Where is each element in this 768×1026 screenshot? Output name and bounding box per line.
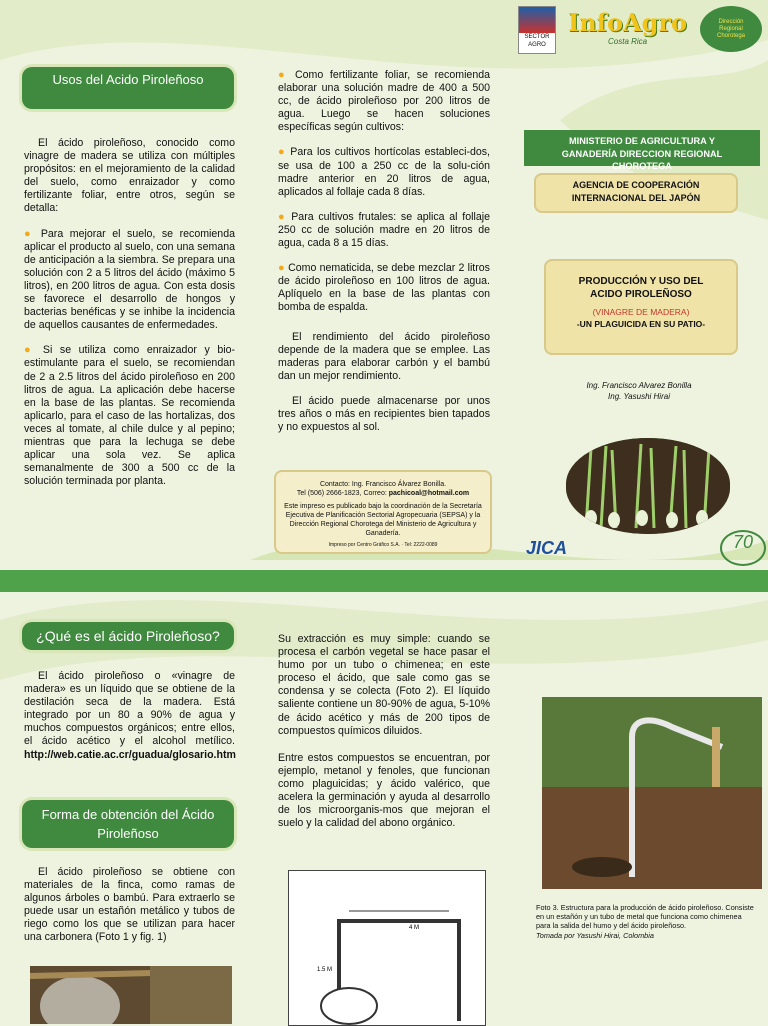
foto-3-photo [542,697,762,889]
uses-continued [278,69,490,444]
smoke-photo [30,966,232,1024]
svg-text:4 M: 4 M [409,925,420,931]
nematicide-bullet: ● Como nematicida, se debe mezclar 2 litros de ácido piroleñoso en 100 litros de agua. Aplíquelo en la base de las plantas con bomba de espalda. [278,262,490,314]
yield-paragraph: El rendimiento del ácido piroleñoso depende de la madera que se emplee. Las maderas para elaborar carbón y el bambú dan un mejor rendimiento. [278,330,490,382]
bullet-icon: ● [24,227,35,240]
figure-1-diagram [288,870,486,1026]
foto-3-caption: Foto 3. Estructura para la producción de ácido piroleñoso. Consiste en un estañón y un tubo de metal que funciona como chimenea para la salida del humo y del ácido piroleñoso. Tomada por Yasushi Hirai, Colombia [536,903,754,940]
sector-agro-logo: SECTOR AGRO [518,6,556,54]
header-logos [518,6,764,56]
contact-box: Contacto: Ing. Francisco Álvarez Bonilla. Tel (506) 2666-1823, Correo: pachicoal@hotmail.com Este impreso es publicado bajo la coordinación de la Secretaría Ejecutiva de Planificación Sectorial Agropecuaria (SEPSA) y la Dirección Regional Chorotega del Ministerio de Agricultura y Ganadería. Impreso por Centro Gráfico S.A. · Tel: 2222-0089 [274,470,492,554]
authors: Ing. Francisco Alvarez Bonilla Ing. Yasushi Hirai [586,381,692,401]
what-is-body: El ácido piroleñoso o «vinagre de madera» es un líquido que se obtiene de la destilación seca de la madera. Está integrado por un 80 a 90% de agua y muchos compuestos orgánicos; entre ellos, el ácido acético y el alcohol metílico. http://web.catie.ac.cr/guadua/glosario.htm [24,670,236,761]
uses-intro: El ácido piroleñoso, conocido como vinagre de madera se utiliza con múltiples propósitos: en el mejoramiento de la calidad del suelo, como enraizador y como fertilizante foliar, entre otros, según se detalla: [24,137,235,215]
bullet-icon: ● [278,146,286,159]
onion-crop-photo [566,438,730,534]
contact-email[interactable]: pachicoal@hotmail.com [388,490,470,497]
ministry-box: MINISTERIO DE AGRICULTURA Y GANADERÍA DIRECCION REGIONAL CHOROTEGA [524,130,760,166]
what-is-title: ¿Qué es el ácido Piroleñoso? [22,622,234,650]
bullet-icon: ● [278,210,287,223]
uses-bullet-soil: ● Para mejorar el suelo, se recomienda aplicar el producto al suelo, con una semana de anticipación a la siembra. Se prepara una solución con 2 a 5 litros del ácido (máximo 5 litros), en 200 litros de agua. Con esta dosis se favorece el desarrollo de hongos y bacterias benéficas y se inhibe la incidencia de aquellos causantes de enfermedades. [24,227,235,332]
extraction-title: Forma de obtención del Ácido Piroleñoso [22,800,234,848]
anniversary-logo: 70 [720,530,766,566]
jica-logo: JICA [526,538,568,558]
extraction-continued: Su extracción es muy simple: cuando se procesa el carbón vegetal se hace pasar el humo por un tubo o chimenea; en este proceso el ácido, que sale como gas se condensa y se colecta (Foto 2). El líquido saliente contiene un 80-90% de agua, 5-10% de ácido acético y más de 200 tipos de compuestos químicos diluidos. Entre estos compuestos se encuentran, por ejemplo, metanol y fenoles, que funcionan como plaguicidas; y ácido valérico, que acelera la germinación y ayuda al desarrollo de los microorganis-mos que mejoran el suelo y la calidad del abono orgánico. [278,633,490,830]
fold-divider [0,570,768,592]
glossary-link[interactable]: http://web.catie.ac.cr/guadua/glosario.htm [24,748,236,761]
bullet-icon: ● [24,344,36,357]
foliar-bullet: ● Como fertilizante foliar, se recomienda elaborar una solución madre de 400 a 500 cc, de ácido piroleñoso por 200 litros de agua. Luego se hacen soluciones específicas según cultivos: [278,69,490,134]
svg-text:1.5 M: 1.5 M [317,967,333,973]
title-box: PRODUCCIÓN Y USO DEL ACIDO PIROLEÑOSO (VINAGRE DE MADERA) -UN PLAGUICIDA EN SU PATIO- [544,259,738,355]
bullet-icon: ● [278,69,289,81]
extraction-body: El ácido piroleñoso se obtiene con materiales de la finca, como ramas de algunos árboles o bambú. Para extraerlo se puede usar un estañón metálico y tubos de riego como los que se utilizan para hacer una carbonera (Foto 1 y fig. 1) [24,866,235,944]
horticultural-bullet: ● Para los cultivos hortícolas estableci-dos, se usa de 100 a 250 cc de la solu-ción madre anterior en 20 litros de agua, aplicados al follaje cada 8 días. [278,146,490,198]
uses-body [24,137,235,498]
regional-seal-logo: Dirección Regional Chorotega [700,6,762,52]
agency-box: AGENCIA DE COOPERACIÓN INTERNACIONAL DEL JAPÓN [534,173,738,213]
fruit-bullet: ● Para cultivos frutales: se aplica al follaje 250 cc de solución madre en 20 litros de agua, cada 8 a 15 días. [278,210,490,250]
bullet-icon: ● [278,262,285,275]
infoagro-logo: InfoAgro Costa Rica [568,8,688,46]
uses-title: Usos del Acido Piroleñoso [22,67,234,109]
uses-bullet-rooting: ● Si se utiliza como enraizador y bio-estimulante para el suelo, se recomiendan de 2 a 2.5 litros del ácido piroleñoso en 200 litros de agua. La aplicación debe hacerse en la base de las plantas. Se recomienda aplicarlo, para el caso de las hortalizas, dos veces al tomate, al chile dulce y al pepino; mientras que para la lechuga se debe aplicar una sola vez. Se aplica semanalmente de 300 a 500 cc de la solución terminada por planta. [24,344,235,488]
storage-paragraph: El ácido puede almacenarse por unos tres años o más en recipientes bien tapados y no expuestos al sol. [278,394,490,434]
